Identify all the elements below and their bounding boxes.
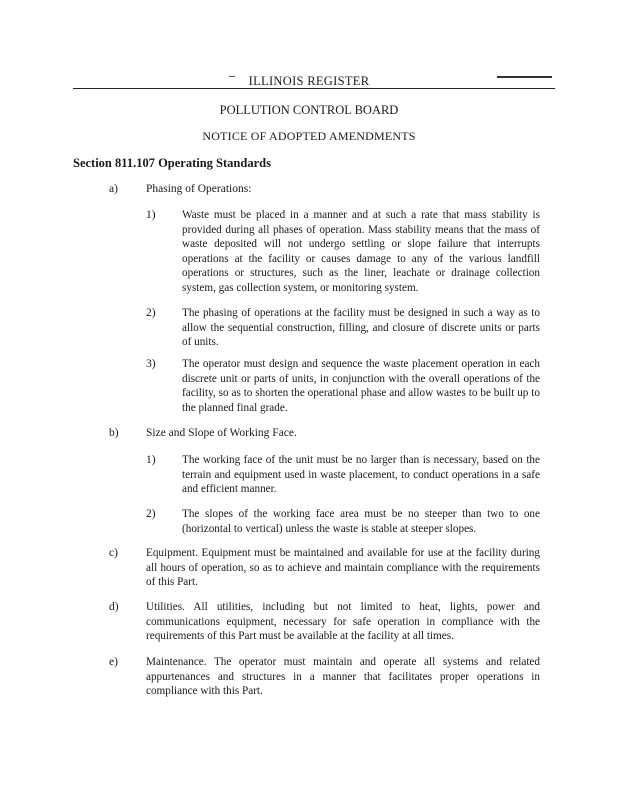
item-b1-label: 1) xyxy=(146,454,156,466)
item-a1-label: 1) xyxy=(146,209,156,221)
item-e-label: e) xyxy=(109,656,118,668)
item-b-heading: Size and Slope of Working Face. xyxy=(146,427,297,439)
item-c-label: c) xyxy=(109,547,118,559)
item-a-heading: Phasing of Operations: xyxy=(146,183,252,195)
section-title: Section 811.107 Operating Standards xyxy=(73,156,271,170)
item-b1-text: The working face of the unit must be no larger than is necessary, based on the terrain and equipment used in waste placement, to conduct operations in a safe and efficient manner. xyxy=(182,454,540,496)
item-a1-text: Waste must be placed in a manner and at such a rate that mass stability is provided during all phases of operation. Mass stability means that the mass of waste deposited will not undergo settling or slope failure that interrupts operations at the facility or causes damage to any of the various landfill operations or structures, such as the liner, leachate or drainage collection system, gas collection system, or monitoring system. xyxy=(182,209,540,294)
header-rule xyxy=(73,88,555,89)
item-a2-label: 2) xyxy=(146,307,156,319)
item-e-text: Maintenance. The operator must maintain and operate all systems and related appurtenances and structures in a manner that facilitates proper operations in compliance with this Part. xyxy=(146,656,540,698)
item-d-text: Utilities. All utilities, including but not limited to heat, lights, power and communications equipment, necessary for safe operation in compliance with the requirements of this Part must be available at the facility at all times. xyxy=(146,601,540,643)
item-a3-label: 3) xyxy=(146,358,156,370)
item-b2-text: The slopes of the working face area must be no steeper than two to one (horizontal to vertical) unless the waste is stable at steeper slopes. xyxy=(182,508,540,535)
item-a3-text: The operator must design and sequence the waste placement operation in each discrete unit or parts of units, in conjunction with the overall operations of the facility, so as to shorten the operational phase and allow wastes to be built up to the planned final grade. xyxy=(182,358,540,414)
board-title: POLLUTION CONTROL BOARD xyxy=(219,103,399,117)
item-b2-label: 2) xyxy=(146,508,156,520)
register-header: ILLINOIS REGISTER xyxy=(248,74,370,88)
item-a2-text: The phasing of operations at the facility must be designed in such a way as to allow the sequential construction, filling, and closure of discrete units or parts of units. xyxy=(182,307,540,349)
notice-title: NOTICE OF ADOPTED AMENDMENTS xyxy=(202,129,416,143)
scan-mark-right xyxy=(497,76,552,78)
item-d-label: d) xyxy=(109,601,119,613)
item-a-label: a) xyxy=(109,183,118,195)
item-b-label: b) xyxy=(109,427,119,439)
item-c-text: Equipment. Equipment must be maintained and available for use at the facility during all hours of operation, so as to achieve and maintain compliance with the requirements of this Part. xyxy=(146,547,540,589)
